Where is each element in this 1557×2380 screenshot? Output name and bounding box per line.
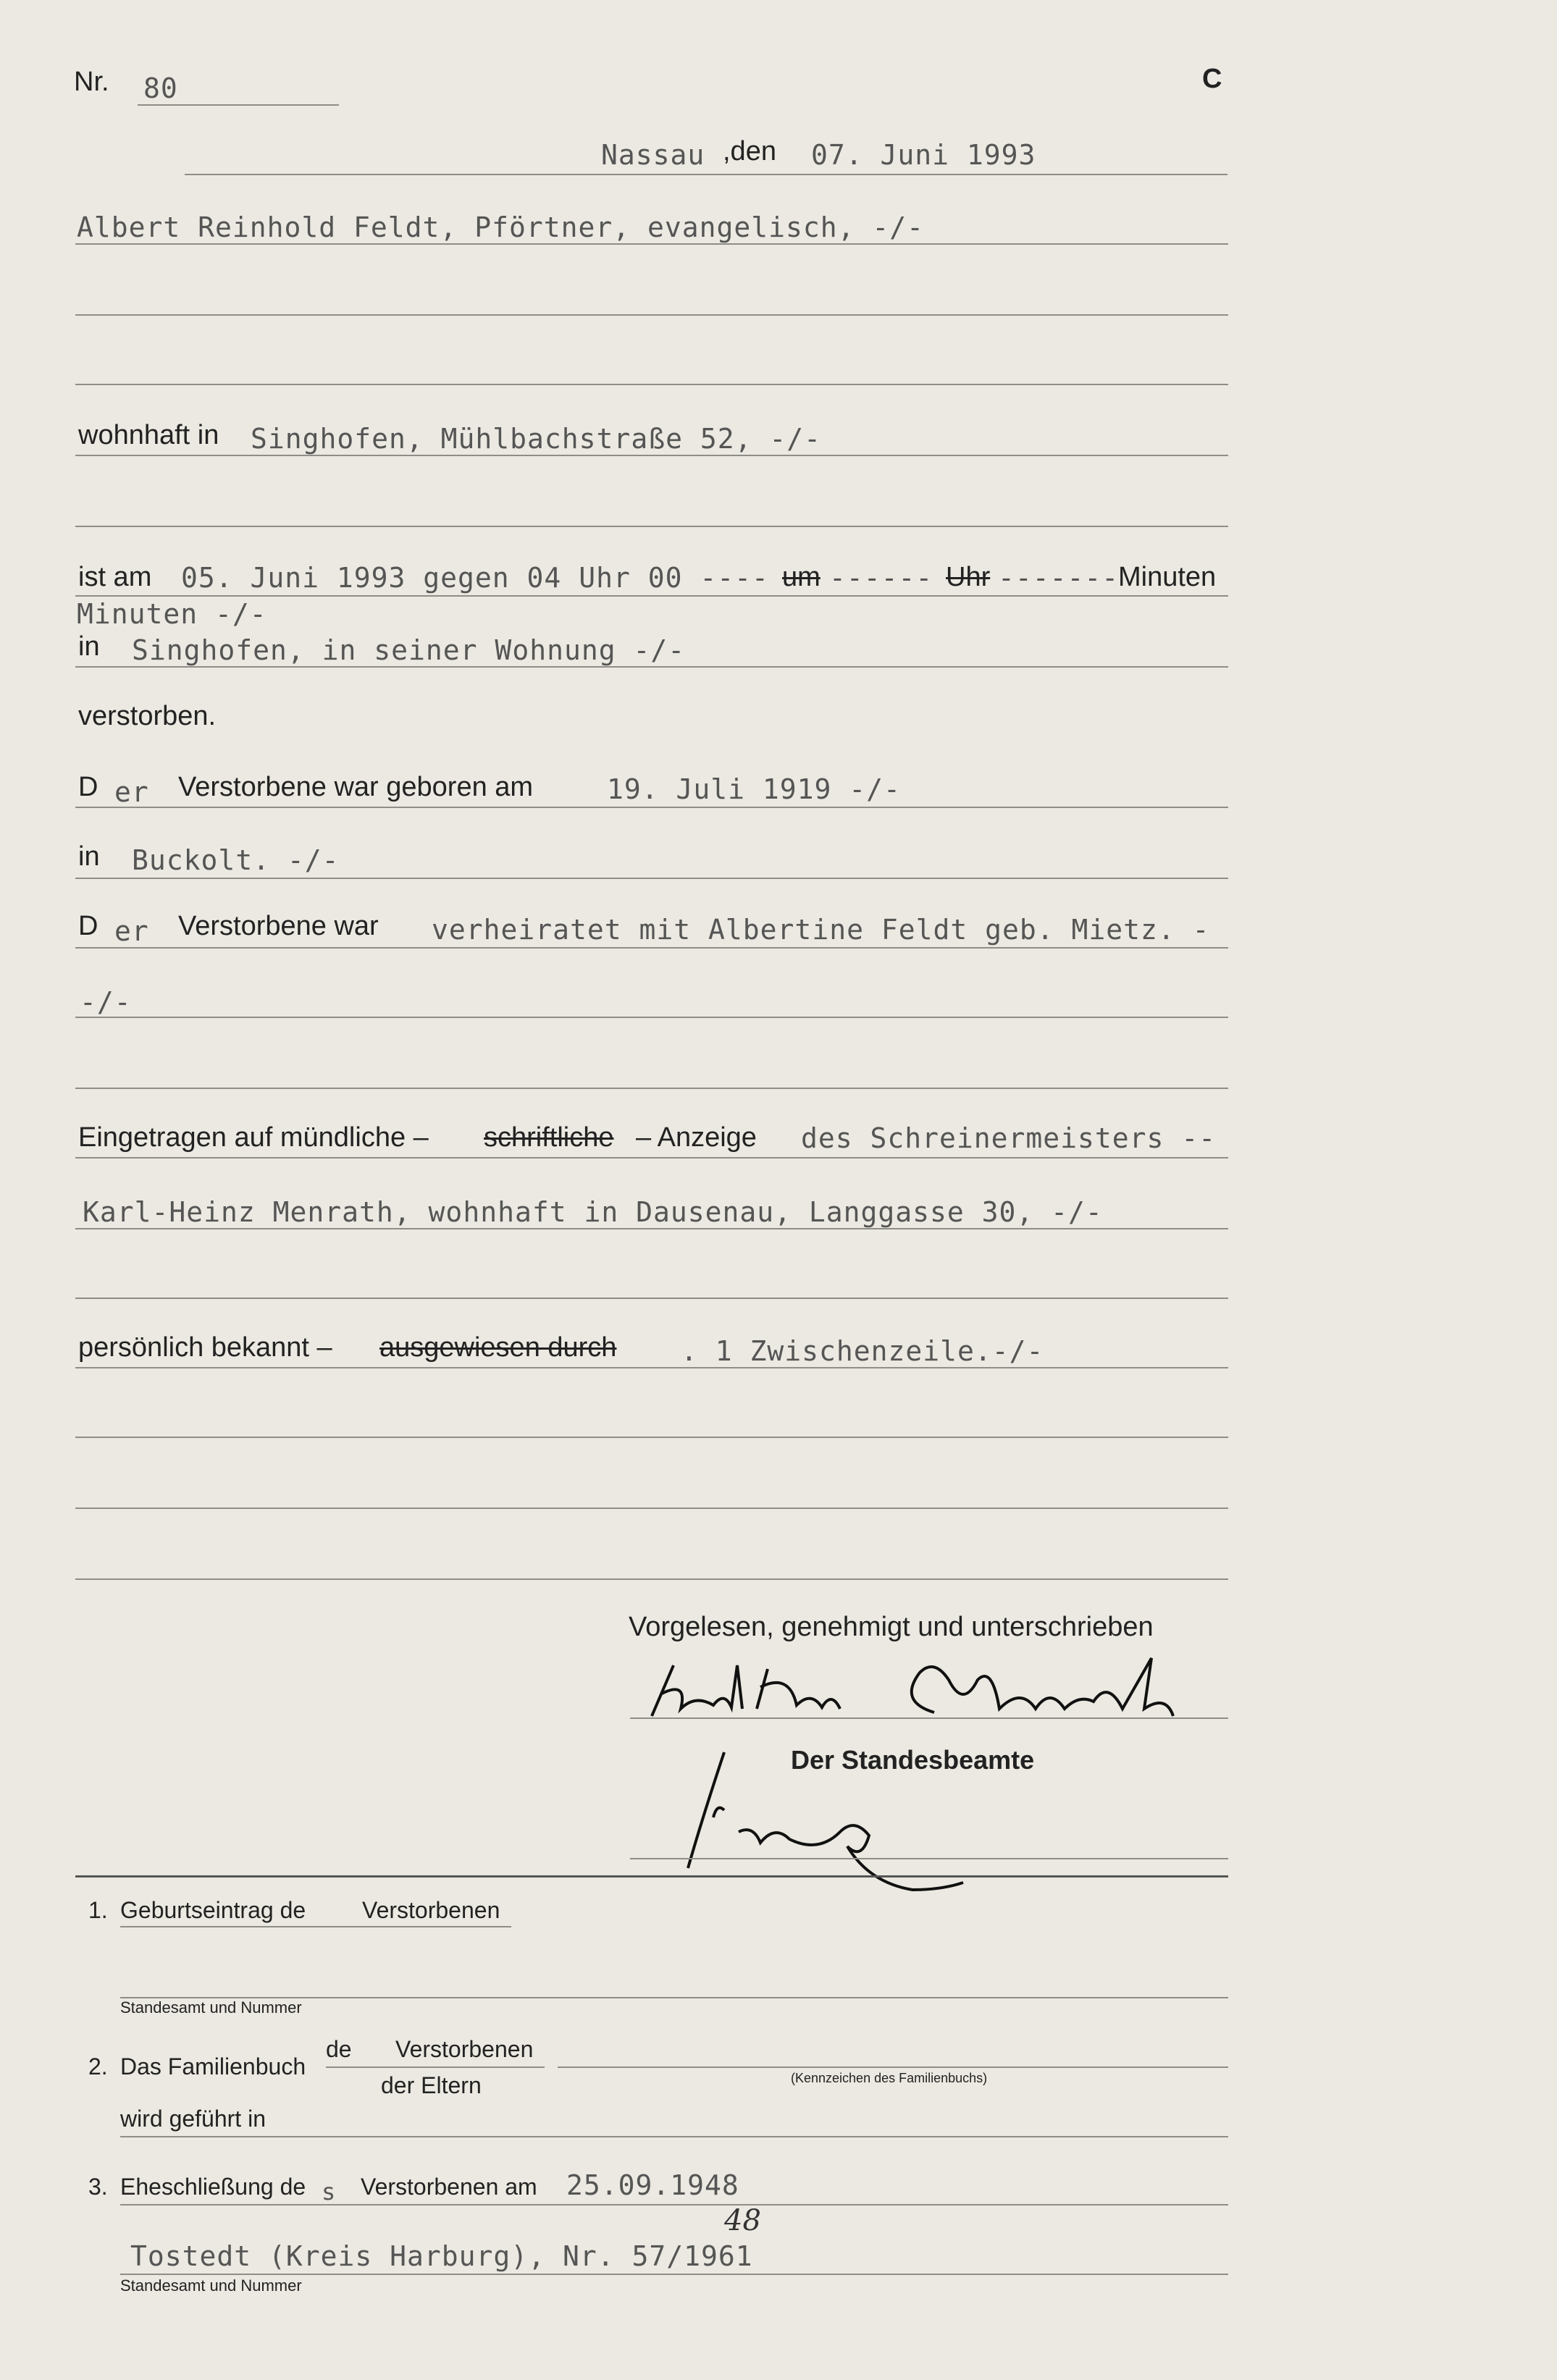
footer-separator <box>75 1875 1228 1877</box>
item2-wird-label: wird geführt in <box>120 2106 266 2132</box>
date-value: 07. Juni 1993 <box>811 139 1036 171</box>
item3-correction: 48 <box>724 2204 761 2237</box>
rule-8 <box>75 807 1228 808</box>
item2-place-line <box>120 2136 1228 2137</box>
item2-eltern: der Eltern <box>381 2072 482 2098</box>
registration-struck: schriftliche <box>484 1122 614 1153</box>
nr-label: Nr. <box>74 67 109 97</box>
item2-divider <box>326 2066 545 2068</box>
marital-label: Verstorbene war <box>178 911 379 941</box>
ist-am-label: ist am <box>78 562 152 592</box>
registrar-signature-line <box>630 1858 1228 1859</box>
rule-11 <box>75 1017 1228 1018</box>
item1-underline <box>120 1926 511 1927</box>
item3-label: Eheschließung de <box>120 2174 306 2200</box>
item2-number: 2. <box>88 2053 108 2080</box>
den-label: ,den <box>723 136 776 167</box>
item1-value: Verstorbenen <box>362 1897 500 1923</box>
nr-value: 80 <box>143 72 178 104</box>
birth-d-label: D <box>78 772 98 802</box>
rule-18 <box>75 1508 1228 1509</box>
date-underline <box>185 174 1227 175</box>
rule-6 <box>75 595 1228 597</box>
standesamt-label-1: Standesamt und Nummer <box>120 1998 302 2017</box>
birth-d-suffix: er <box>114 776 149 808</box>
rule-3 <box>75 384 1228 385</box>
item2-label: Das Familienbuch <box>120 2053 306 2080</box>
death-in-label: in <box>78 631 100 662</box>
read-approved-label: Vorgelesen, genehmigt und unterschrieben <box>629 1612 1154 1642</box>
witness-signature-line <box>630 1717 1228 1719</box>
struck-um: um <box>782 562 821 592</box>
birth-place: Buckolt. -/- <box>132 844 340 876</box>
item2-de: de <box>326 2036 352 2062</box>
marital-continuation: -/- <box>80 986 132 1018</box>
rule-9 <box>75 878 1228 879</box>
registration-label-post: – Anzeige <box>636 1122 757 1153</box>
item3-suffix: s <box>322 2178 337 2206</box>
rule-16 <box>75 1367 1228 1368</box>
struck-uhr: Uhr <box>946 562 991 592</box>
item3-place: Tostedt (Kreis Harburg), Nr. 57/1961 <box>130 2240 753 2272</box>
birth-date: 19. Juli 1919 -/- <box>607 773 901 805</box>
rule-10 <box>75 947 1228 949</box>
item2-verstorbenen: Verstorbenen <box>395 2036 534 2062</box>
marital-value: verheiratet mit Albertine Feldt geb. Mietz. - <box>432 914 1210 946</box>
dashes-1: ------ <box>829 562 933 594</box>
rule-14 <box>75 1228 1228 1229</box>
rule-5 <box>75 526 1228 527</box>
rule-12 <box>75 1088 1228 1089</box>
rule-2 <box>75 314 1228 316</box>
item3-date-line <box>120 2204 1228 2206</box>
rule-4 <box>75 455 1228 456</box>
known-struck: ausgewiesen durch <box>379 1332 617 1363</box>
death-place: Singhofen, in seiner Wohnung -/- <box>132 634 686 666</box>
nr-underline <box>138 104 339 106</box>
item3-date: 25.09.1948 <box>566 2169 739 2201</box>
item2-register-line <box>558 2066 1228 2068</box>
residence-label: wohnhaft in <box>78 420 219 450</box>
person-name-line: Albert Reinhold Feldt, Pförtner, evangelisch, -/- <box>77 211 925 243</box>
birth-label: Verstorbene war geboren am <box>178 772 534 802</box>
registrar-signature <box>673 1738 1014 1904</box>
item2-kennzeichen: (Kennzeichen des Familienbuchs) <box>791 2071 988 2085</box>
marital-d-suffix: er <box>114 915 149 947</box>
registrar-label: Der Standesbeamte <box>791 1745 1035 1775</box>
residence-value: Singhofen, Mühlbachstraße 52, -/- <box>251 423 821 455</box>
known-value: . 1 Zwischenzeile.-/- <box>681 1335 1044 1367</box>
known-label: persönlich bekannt – <box>78 1332 332 1363</box>
item1-number: 1. <box>88 1897 108 1923</box>
registration-label-pre: Eingetragen auf mündliche – <box>78 1122 429 1153</box>
birth-in-label: in <box>78 841 100 872</box>
rule-17 <box>75 1437 1228 1438</box>
minuten-label: Minuten <box>1118 562 1217 592</box>
rule-15 <box>75 1298 1228 1299</box>
item3-place-line <box>120 2274 1228 2275</box>
item3-number: 3. <box>88 2174 108 2200</box>
rule-7 <box>75 666 1228 668</box>
rule-13 <box>75 1157 1228 1159</box>
marital-d-label: D <box>78 911 98 941</box>
item3-label-2: Verstorbenen am <box>361 2174 537 2200</box>
registration-value-2: Karl-Heinz Menrath, wohnhaft in Dausenau, Langgasse 30, -/- <box>83 1196 1103 1228</box>
corner-letter: C <box>1202 64 1222 94</box>
death-continuation: Minuten -/- <box>77 598 267 630</box>
item1-label: Geburtseintrag de <box>120 1897 306 1923</box>
standesamt-label-2: Standesamt und Nummer <box>120 2276 302 2295</box>
registration-value-1: des Schreinermeisters -- <box>801 1122 1217 1154</box>
place-value: Nassau <box>601 139 705 171</box>
rule-19 <box>75 1578 1228 1580</box>
death-datetime: 05. Juni 1993 gegen 04 Uhr 00 ---- <box>181 562 769 594</box>
dashes-2: ------- <box>998 562 1120 594</box>
rule-1 <box>75 243 1228 245</box>
verstorben-label: verstorben. <box>78 701 217 731</box>
